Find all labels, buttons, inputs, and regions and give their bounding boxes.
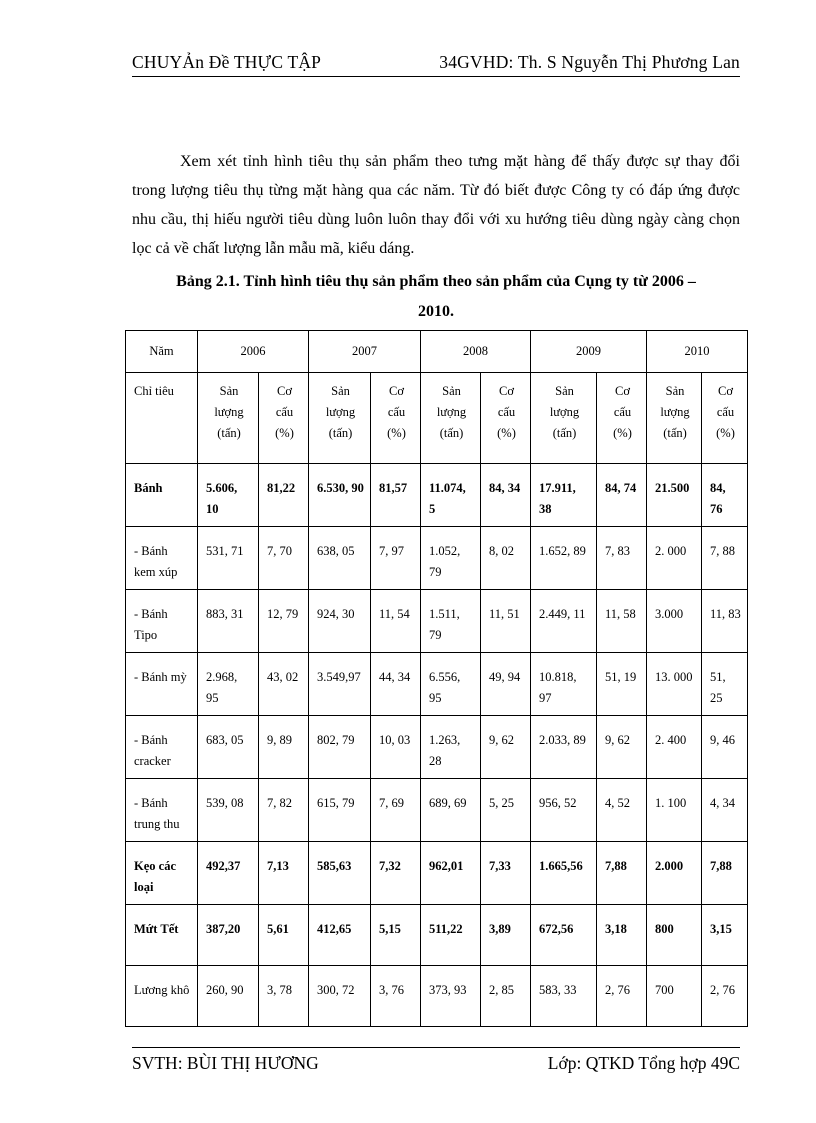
share-value-cell: 9, 62 bbox=[481, 716, 531, 779]
year-cell: 2009 bbox=[531, 331, 647, 373]
output-value-cell: 883, 31 bbox=[198, 590, 259, 653]
share-value-cell: 51, 25 bbox=[702, 653, 748, 716]
share-value-cell: 2, 76 bbox=[597, 966, 647, 1027]
share-value-cell: 5,61 bbox=[259, 905, 309, 966]
output-value-cell: 260, 90 bbox=[198, 966, 259, 1027]
output-value-cell: 13. 000 bbox=[647, 653, 702, 716]
output-value-cell: 373, 93 bbox=[421, 966, 481, 1027]
output-value-cell: 2. 000 bbox=[647, 527, 702, 590]
footer-class: Lớp: QTKD Tổng hợp 49C bbox=[547, 1053, 740, 1073]
output-value-cell: 2.968, 95 bbox=[198, 653, 259, 716]
subheader-row bbox=[126, 373, 748, 464]
output-header-cell: Sản lượng (tấn) bbox=[647, 373, 702, 464]
share-value-cell: 7, 82 bbox=[259, 779, 309, 842]
output-value-cell: 3.549,97 bbox=[309, 653, 371, 716]
share-value-cell: 7,88 bbox=[597, 842, 647, 905]
output-value-cell: 1.665,56 bbox=[531, 842, 597, 905]
share-value-cell: 84, 34 bbox=[481, 464, 531, 527]
output-value-cell: 1.052, 79 bbox=[421, 527, 481, 590]
output-value-cell: 17.911, 38 bbox=[531, 464, 597, 527]
output-value-cell: 531, 71 bbox=[198, 527, 259, 590]
share-value-cell: 3, 76 bbox=[371, 966, 421, 1027]
output-value-cell: 1.511, 79 bbox=[421, 590, 481, 653]
year-label-cell: Năm bbox=[126, 331, 198, 373]
share-value-cell: 81,22 bbox=[259, 464, 309, 527]
table-row bbox=[126, 779, 748, 842]
share-value-cell: 11, 58 bbox=[597, 590, 647, 653]
share-value-cell: 43, 02 bbox=[259, 653, 309, 716]
output-value-cell: 492,37 bbox=[198, 842, 259, 905]
table-caption bbox=[132, 267, 740, 327]
row-label-cell: Lương khô bbox=[126, 966, 198, 1027]
table-row bbox=[126, 966, 748, 1027]
output-value-cell: 300, 72 bbox=[309, 966, 371, 1027]
year-row bbox=[126, 331, 748, 373]
output-value-cell: 21.500 bbox=[647, 464, 702, 527]
footer-student: SVTH: BÙI THỊ HƯƠNG bbox=[132, 1053, 319, 1073]
share-value-cell: 7, 69 bbox=[371, 779, 421, 842]
output-value-cell: 387,20 bbox=[198, 905, 259, 966]
share-value-cell: 11, 54 bbox=[371, 590, 421, 653]
share-header-cell: Cơ cấu (%) bbox=[702, 373, 748, 464]
output-header-cell: Sản lượng (tấn) bbox=[198, 373, 259, 464]
row-label-cell: - Bánh mỳ bbox=[126, 653, 198, 716]
share-value-cell: 3,15 bbox=[702, 905, 748, 966]
share-value-cell: 3,18 bbox=[597, 905, 647, 966]
share-value-cell: 9, 46 bbox=[702, 716, 748, 779]
share-header-cell: Cơ cấu (%) bbox=[371, 373, 421, 464]
intro-paragraph: Xem xét tỉnh hình tiêu thụ sản phẩm theo tưng mặt hàng để thấy được sự thay đổi trong lượng tiêu thụ từng mặt hàng qua các năm. Từ đó biết được Công ty có đáp ứng được nhu cầu, thị hiếu người tiêu dùng luôn luôn thay đổi với xu hướng tiêu dùng ngày càng chọn lọc cả về chất lượng lẫn mẫu mã, kiểu dáng. bbox=[132, 153, 740, 257]
output-header-cell: Sản lượng (tấn) bbox=[531, 373, 597, 464]
table-row bbox=[126, 842, 748, 905]
output-value-cell: 11.074, 5 bbox=[421, 464, 481, 527]
page-header bbox=[132, 50, 740, 77]
output-value-cell: 615, 79 bbox=[309, 779, 371, 842]
output-value-cell: 2. 400 bbox=[647, 716, 702, 779]
share-value-cell: 44, 34 bbox=[371, 653, 421, 716]
share-value-cell: 4, 34 bbox=[702, 779, 748, 842]
share-value-cell: 7, 70 bbox=[259, 527, 309, 590]
output-value-cell: 6.556, 95 bbox=[421, 653, 481, 716]
header-title: CHUYẢn Đề THỰC TẬP bbox=[132, 52, 322, 72]
share-value-cell: 4, 52 bbox=[597, 779, 647, 842]
year-cell: 2006 bbox=[198, 331, 309, 373]
row-label-cell: Bánh bbox=[126, 464, 198, 527]
output-value-cell: 6.530, 90 bbox=[309, 464, 371, 527]
table-row bbox=[126, 527, 748, 590]
output-value-cell: 700 bbox=[647, 966, 702, 1027]
row-label-cell: Kẹo các loại bbox=[126, 842, 198, 905]
output-header-cell: Sản lượng (tấn) bbox=[309, 373, 371, 464]
output-value-cell: 683, 05 bbox=[198, 716, 259, 779]
row-label-cell: Mứt Tết bbox=[126, 905, 198, 966]
output-value-cell: 2.449, 11 bbox=[531, 590, 597, 653]
share-value-cell: 11, 83 bbox=[702, 590, 748, 653]
row-label-cell: - Bánh kem xúp bbox=[126, 527, 198, 590]
share-value-cell: 7, 88 bbox=[702, 527, 748, 590]
year-cell: 2010 bbox=[647, 331, 748, 373]
criteria-label-cell: Chỉ tiêu bbox=[126, 373, 198, 464]
table-row bbox=[126, 590, 748, 653]
output-value-cell: 539, 08 bbox=[198, 779, 259, 842]
share-value-cell: 7, 83 bbox=[597, 527, 647, 590]
share-value-cell: 7, 97 bbox=[371, 527, 421, 590]
output-value-cell: 1.263, 28 bbox=[421, 716, 481, 779]
share-value-cell: 84, 74 bbox=[597, 464, 647, 527]
caption-line-2: 2010. bbox=[418, 303, 454, 320]
table-row bbox=[126, 905, 748, 966]
output-value-cell: 2.000 bbox=[647, 842, 702, 905]
share-value-cell: 5,15 bbox=[371, 905, 421, 966]
output-value-cell: 638, 05 bbox=[309, 527, 371, 590]
output-value-cell: 800 bbox=[647, 905, 702, 966]
share-value-cell: 7,88 bbox=[702, 842, 748, 905]
year-cell: 2008 bbox=[421, 331, 531, 373]
share-value-cell: 2, 76 bbox=[702, 966, 748, 1027]
output-value-cell: 511,22 bbox=[421, 905, 481, 966]
caption-line-1: Bảng 2.1. Tỉnh hình tiêu thụ sản phẩm theo sản phẩm của Cụng ty từ 2006 – bbox=[176, 273, 696, 290]
share-value-cell: 2, 85 bbox=[481, 966, 531, 1027]
header-supervisor: 34GVHD: Th. S Nguyễn Thị Phương Lan bbox=[439, 52, 740, 72]
output-value-cell: 3.000 bbox=[647, 590, 702, 653]
row-label-cell: - Bánh Tipo bbox=[126, 590, 198, 653]
share-value-cell: 11, 51 bbox=[481, 590, 531, 653]
share-value-cell: 7,32 bbox=[371, 842, 421, 905]
output-value-cell: 962,01 bbox=[421, 842, 481, 905]
page-footer bbox=[132, 1047, 740, 1073]
output-value-cell: 924, 30 bbox=[309, 590, 371, 653]
row-label-cell: - Bánh trung thu bbox=[126, 779, 198, 842]
table-row bbox=[126, 653, 748, 716]
share-value-cell: 9, 89 bbox=[259, 716, 309, 779]
share-value-cell: 7,33 bbox=[481, 842, 531, 905]
output-value-cell: 672,56 bbox=[531, 905, 597, 966]
output-value-cell: 1. 100 bbox=[647, 779, 702, 842]
table-row bbox=[126, 716, 748, 779]
output-value-cell: 585,63 bbox=[309, 842, 371, 905]
share-value-cell: 9, 62 bbox=[597, 716, 647, 779]
row-label-cell: - Bánh cracker bbox=[126, 716, 198, 779]
share-header-cell: Cơ cấu (%) bbox=[597, 373, 647, 464]
share-value-cell: 81,57 bbox=[371, 464, 421, 527]
output-value-cell: 689, 69 bbox=[421, 779, 481, 842]
share-value-cell: 49, 94 bbox=[481, 653, 531, 716]
output-value-cell: 10.818, 97 bbox=[531, 653, 597, 716]
year-cell: 2007 bbox=[309, 331, 421, 373]
share-header-cell: Cơ cấu (%) bbox=[481, 373, 531, 464]
output-value-cell: 2.033, 89 bbox=[531, 716, 597, 779]
share-value-cell: 3,89 bbox=[481, 905, 531, 966]
share-value-cell: 12, 79 bbox=[259, 590, 309, 653]
share-header-cell: Cơ cấu (%) bbox=[259, 373, 309, 464]
output-value-cell: 802, 79 bbox=[309, 716, 371, 779]
share-value-cell: 5, 25 bbox=[481, 779, 531, 842]
table-row bbox=[126, 464, 748, 527]
share-value-cell: 51, 19 bbox=[597, 653, 647, 716]
output-value-cell: 1.652, 89 bbox=[531, 527, 597, 590]
share-value-cell: 84, 76 bbox=[702, 464, 748, 527]
share-value-cell: 7,13 bbox=[259, 842, 309, 905]
share-value-cell: 10, 03 bbox=[371, 716, 421, 779]
share-value-cell: 3, 78 bbox=[259, 966, 309, 1027]
output-value-cell: 956, 52 bbox=[531, 779, 597, 842]
output-value-cell: 5.606, 10 bbox=[198, 464, 259, 527]
output-value-cell: 583, 33 bbox=[531, 966, 597, 1027]
output-header-cell: Sản lượng (tấn) bbox=[421, 373, 481, 464]
sales-table bbox=[125, 330, 748, 1027]
output-value-cell: 412,65 bbox=[309, 905, 371, 966]
share-value-cell: 8, 02 bbox=[481, 527, 531, 590]
